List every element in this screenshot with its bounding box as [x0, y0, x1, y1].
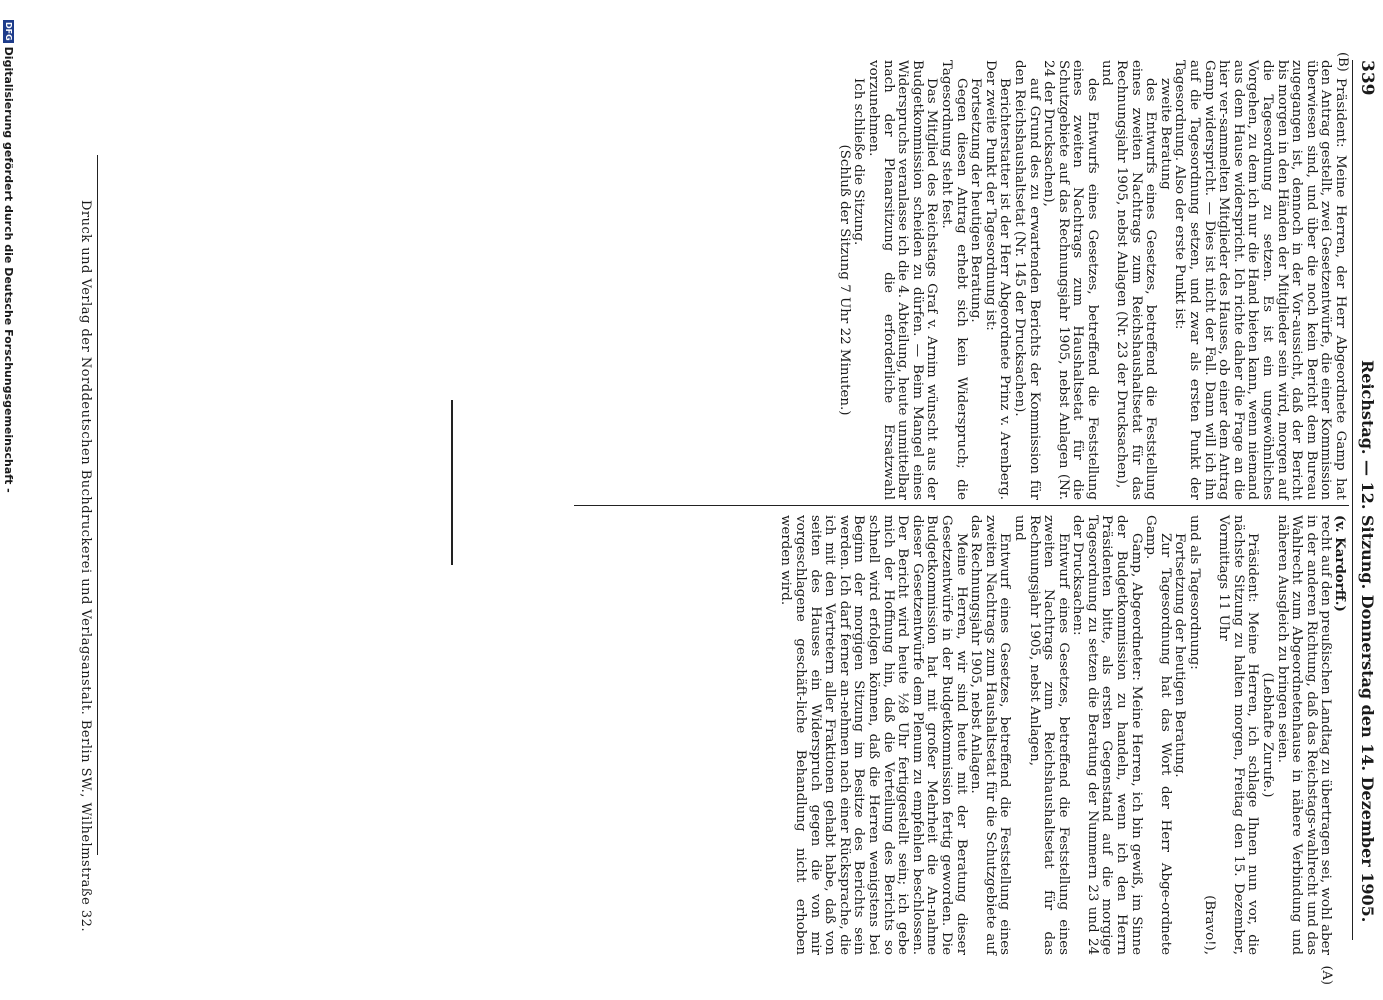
page-title: Reichstag. — 12. Sitzung. Donnerstag den 14. Dezember 1905.	[1358, 360, 1377, 923]
left-column-paragraph: (Bravo!),	[1201, 895, 1217, 955]
left-column-paragraph: Gamp, Abgeordneter: Meine Herren, ich bin gewiß, im Sinne der Budgetkommission zu handeln, wenn ich den Herrn Präsidenten bitte, als ersten Gegenstand auf die morgige Tagesordnung zu setzen die Beratung der Nummern 23 und 24 der Drucksachen:	[1070, 515, 1144, 955]
column-left	[778, 515, 1348, 985]
left-column-paragraph: (v. Kardorff.)	[1332, 515, 1348, 612]
printer-footer: Druck und Verlag der Norddeutschen Buchdruckerei und Verlagsanstalt. Berlin SW., Wilhelmstraße 32.	[78, 200, 93, 933]
margin-marker-b: (B)	[1335, 52, 1350, 72]
right-column-paragraph: Fortsetzung der heutigen Beratung.	[968, 78, 984, 323]
left-column-paragraph: Zur Tagesordnung hat das Wort der Herr Abge-ordnete Gamp.	[1143, 515, 1173, 955]
right-column-paragraph: des Entwurfs eines Gesetzes, betreffend die Feststellung eines zweiten Nachtrags zum Haushaltsetat für die Schutzgebiete auf das Rechnungsjahr 1905, nebst Anlagen (Nr. 24 der Drucksachen),	[1041, 60, 1100, 500]
credit-text: Digitalisierung gefördert durch die Deutsche Forschungsgemeinschaft -	[2, 46, 15, 493]
right-column-paragraph: Das Mitglied des Reichstags Graf v. Arnim wünscht aus der Budgetkommission scheiden zu dürfen. — Beim Mangel eines Widerspruchs veranlasse ich die 4. Abteilung, heute unmittelbar nach der Plenarsitzung die erforderliche Ersatzwahl vorzunehmen.	[866, 60, 940, 500]
column-divider	[574, 505, 1349, 506]
left-column-paragraph: recht auf den preußischen Landtag zu übertragen sei, wohl aber in der anderen Richtung, daß das Reichstags-wahlrecht und das Wahlrecht zum Abgeordnetenhause in nähere Verbindung und näheren Ausgleich zu bringen seien.	[1274, 515, 1334, 955]
dfg-logo: DFG	[4, 22, 13, 41]
footer-rule	[97, 155, 98, 855]
left-column-paragraph: (Lebhafte Zurufe.)	[1260, 672, 1276, 798]
left-column-paragraph: Präsident: Meine Herren, ich schlage Ihnen nun vor, die nächste Sitzung zu halten morgen, Freitag den 15. Dezember, Vormittags 11 Uhr	[1216, 515, 1261, 955]
left-column-paragraph: und	[1011, 515, 1027, 541]
right-column-paragraph: auf Grund des zu erwartenden Berichts der Kommission für den Reichshaushaltsetat (Nr. 145 der Drucksachen).	[1011, 60, 1042, 500]
right-column-paragraph: und	[1099, 60, 1115, 86]
digitization-credit	[2, 20, 15, 493]
left-column-paragraph: Meine Herren, wir sind heute mit der Beratung dieser Gesetzentwürfe in der Budgetkommission fertig geworden. Die Budgetkommission hat mit großer Mehrheit die An-nahme dieser Gesetzentwürfe dem Plenum zu empfehlen beschlossen. Der Bericht wird heute ½8 Uhr fertiggestellt sein; ich gebe mich der Hoffnung hin, daß die Verteilung des Berichts so schnell wird erfolgen können, daß die Herren wenigstens bei Beginn der morgigen Sitzung im Besitze des Berichts sein werden. Ich darf ferner an-nehmen nach einer Rücksprache, die ich mit den Vertretern aller Fraktionen gehabt habe, daß von seiten des Hauses ein Widerspruch gegen die von mir vorgeschlagene geschäft-liche Behandlung nicht erhoben werden wird.	[778, 515, 969, 955]
right-column-paragraph: des Entwurfs eines Gesetzes, betreffend die Feststellung eines zweiten Nachtrags zum Reichshaushaltsetat für das Rechnungsjahr 1905, nebst Anlagen (Nr. 23 der Drucksachen),	[1114, 60, 1159, 500]
margin-marker-a: (A)	[1319, 965, 1334, 985]
page-number: 339	[1357, 60, 1377, 96]
left-column-paragraph: Fortsetzung der heutigen Beratung.	[1172, 533, 1188, 778]
right-column-paragraph: Gegen diesen Antrag erhebt sich kein Widerspruch; die Tagesordnung steht fest.	[938, 60, 969, 500]
left-column-paragraph: Entwurf eines Gesetzes, betreffend die Feststellung eines zweiten Nachtrags zum Haushaltsetat für die Schutzgebiete auf das Rechnungsjahr 1905, nebst Anlagen.	[968, 515, 1013, 955]
right-column-paragraph: zweite Beratung	[1157, 78, 1173, 190]
right-column-paragraph: Präsident: Meine Herren, der Herr Abgeordnete Gamp hat den Antrag gestellt, zwei Gesetzentwürfe, die einer Kommission überwiesen sind, und über die noch kein Bericht dem Bureau zugegangen ist, dennoch in der Vor-aussicht, daß der Bericht bis morgen in den Händen der Mitglieder sein wird, morgen auf die Tagesordnung zu setzen. Es ist ein ungewöhnliches Vorgehen, zu dem ich nur die Hand bieten kann, wenn niemand aus dem Hause widerspricht. Ich richte daher die Frage an die hier ver-sammelten Mitglieder des Hauses, ob einer dem Antrag Gamp widerspricht. — Dies ist nicht der Fall. Dann will ich ihn auf die Tagesordnung setzen, und zwar als ersten Punkt der Tagesordnung. Also der erste Punkt ist:	[1172, 60, 1348, 500]
right-column-paragraph: (Schluß der Sitzung 7 Uhr 22 Minuten.)	[836, 144, 852, 416]
end-rule	[451, 400, 453, 565]
page-header	[1353, 60, 1377, 960]
header-rule	[1352, 60, 1353, 940]
right-column-paragraph: Berichterstatter ist der Herr Abgeordnete Prinz v. Arenberg. Der zweite Punkt der Tagesordnung ist:	[982, 60, 1013, 500]
left-column-paragraph: und als Tagesordnung:	[1187, 515, 1203, 670]
left-column-paragraph: Entwurf eines Gesetzes, betreffend die Feststellung eines zweiten Nachtrags zum Reichshaushaltsetat für das Rechnungsjahr 1905, nebst Anlagen,	[1026, 515, 1071, 955]
right-column-paragraph: Ich schließe die Sitzung.	[851, 78, 867, 246]
column-right	[836, 52, 1350, 500]
